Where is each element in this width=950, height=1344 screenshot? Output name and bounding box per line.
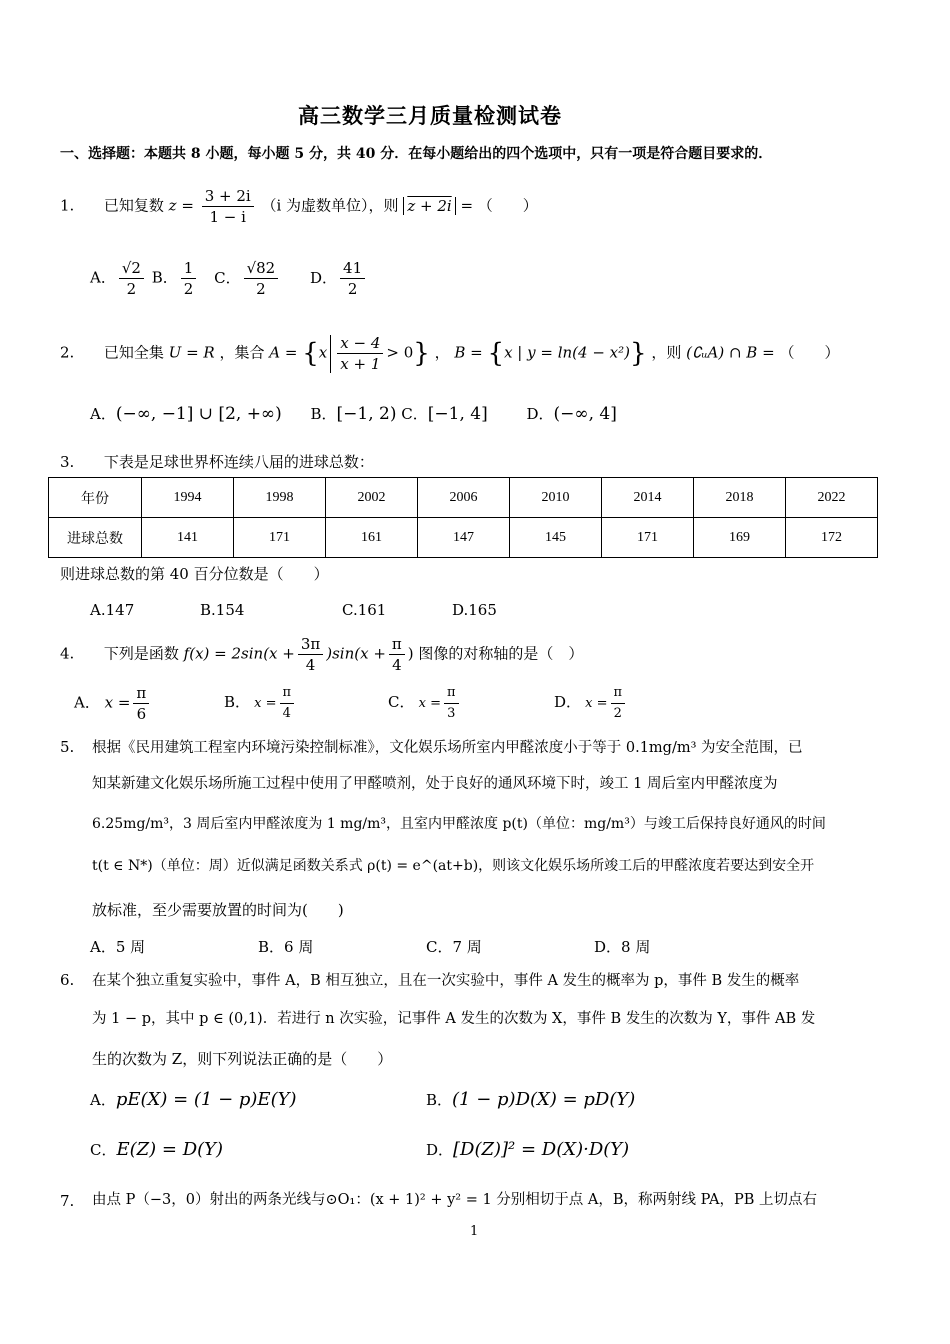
question-2-number: 2. bbox=[60, 343, 75, 362]
option-label: D． bbox=[554, 693, 582, 711]
question-4-option-d bbox=[554, 683, 628, 724]
question-3-option-d: D.165 bbox=[452, 601, 497, 619]
brace-left-b: { bbox=[487, 338, 505, 369]
fraction-den: 4 bbox=[282, 706, 291, 721]
table-cell: 2006 bbox=[418, 478, 510, 518]
table-cell: 161 bbox=[326, 518, 418, 558]
brace-right: } bbox=[413, 338, 430, 369]
question-4-pre: 下列是函数 bbox=[103, 644, 179, 663]
option-c-label: C． bbox=[214, 268, 241, 287]
question-6-number: 6. bbox=[60, 971, 75, 989]
option-a-label: A． bbox=[90, 405, 116, 423]
question-5-line-4: t(t ∈ N*)（单位：周）近似满足函数关系式 ρ(t) = e^(at+b)，则该文化娱乐场所竣工后的甲醛浓度若要达到安全开 bbox=[92, 858, 815, 874]
page-title: 高三数学三月质量检测试卷 bbox=[298, 103, 562, 128]
fraction-num: π bbox=[280, 683, 295, 704]
set-a-cond: > 0 bbox=[386, 343, 414, 362]
question-1-mid: （i 为虚数单位），则 bbox=[261, 196, 399, 215]
option-c-fraction bbox=[244, 258, 279, 299]
question-3-number: 3. bbox=[60, 453, 75, 471]
option-label: A． bbox=[74, 693, 100, 712]
fraction-den: 3 bbox=[447, 706, 456, 721]
function-fraction-1 bbox=[298, 634, 323, 675]
table-cell: 2018 bbox=[694, 478, 786, 518]
question-1-text: 已知复数 bbox=[103, 196, 164, 215]
question-6-line-3: 生的次数为 Z，则下列说法正确的是（ ） bbox=[92, 1050, 393, 1068]
question-6-line-2: 为 1 − p，其中 p ∈ (0,1)．若进行 n 次实验，记事件 A 发生的次数为 X，事件 B 发生的次数为 Y，事件 AB 发 bbox=[92, 1011, 816, 1027]
question-2-text4: ，则 bbox=[651, 343, 682, 362]
table-cell: 171 bbox=[602, 518, 694, 558]
table-cell: 141 bbox=[142, 518, 234, 558]
option-label: B． bbox=[426, 1091, 453, 1109]
option-b-num: 1 bbox=[181, 258, 197, 279]
option-fraction bbox=[444, 683, 459, 724]
question-5-option-b: B．6 周 bbox=[258, 938, 314, 956]
table-cell: 171 bbox=[234, 518, 326, 558]
fraction-num: π bbox=[389, 634, 405, 655]
option-d-text: (−∞, 4] bbox=[553, 404, 617, 424]
option-text: pE(X) = (1 − p)E(Y) bbox=[115, 1089, 297, 1110]
universal-set: U = R bbox=[168, 343, 215, 362]
question-3-text: 下表是足球世界杯连续八届的进球总数： bbox=[103, 453, 374, 471]
question-6-option-a bbox=[90, 1089, 297, 1110]
option-d-den: 2 bbox=[347, 280, 358, 298]
question-5-option-a: A．5 周 bbox=[90, 938, 146, 956]
question-4-option-c bbox=[388, 683, 462, 724]
question-2-options bbox=[90, 403, 617, 424]
question-2-text3: ， bbox=[434, 343, 450, 362]
page-number: 1 bbox=[470, 1224, 479, 1239]
table-header-year: 年份 bbox=[49, 478, 142, 518]
table-cell: 2010 bbox=[510, 478, 602, 518]
option-a-text: (−∞, −1] ∪ [2, +∞) bbox=[115, 404, 282, 424]
question-4-post: ) 图像的对称轴的是（ ） bbox=[407, 644, 584, 663]
question-7-line-1: 由点 P（−3，0）射出的两条光线与⊙O₁：(x + 1)² + y² = 1 分别相切于点 A，B，称两射线 PA，PB 上切点右 bbox=[92, 1192, 818, 1208]
table-row bbox=[49, 518, 878, 558]
question-4-option-b bbox=[224, 683, 297, 724]
option-fraction bbox=[280, 683, 295, 724]
set-a: A = bbox=[269, 343, 298, 362]
question-5-line-2: 知某新建文化娱乐场所施工过程中使用了甲醛喷剂，处于良好的通风环境下时，竣工 1 周后室内甲醛浓度为 bbox=[92, 776, 778, 792]
table-cell: 169 bbox=[694, 518, 786, 558]
table-row bbox=[49, 478, 878, 518]
fraction-den: 4 bbox=[392, 656, 402, 674]
question-4 bbox=[60, 634, 583, 675]
table-cell: 1994 bbox=[142, 478, 234, 518]
question-4-option-a bbox=[74, 683, 152, 724]
fraction-numerator: 3 + 2i bbox=[202, 186, 254, 207]
question-6-option-d bbox=[426, 1139, 629, 1160]
question-5-line-5: 放标准，至少需要放置的时间为( ) bbox=[92, 901, 344, 919]
question-5-line-1: 根据《民用建筑工程室内环境污染控制标准》，文化娱乐场所室内甲醛浓度小于等于 0.1mg/m³ 为安全范围，已 bbox=[92, 740, 803, 756]
fraction-denominator: 1 − i bbox=[209, 208, 246, 226]
option-b-fraction bbox=[181, 258, 197, 299]
set-bar bbox=[330, 335, 331, 373]
option-d-num: 41 bbox=[340, 258, 365, 279]
table-cell: 2002 bbox=[326, 478, 418, 518]
set-a-num: x − 4 bbox=[337, 333, 383, 354]
fraction-num: π bbox=[444, 683, 459, 704]
brace-left: { bbox=[302, 338, 319, 369]
set-a-den: x + 1 bbox=[340, 355, 381, 373]
fraction-z bbox=[202, 186, 254, 227]
var-z: z bbox=[168, 196, 177, 215]
option-label: C． bbox=[388, 693, 415, 711]
table-cell: 147 bbox=[418, 518, 510, 558]
set-b-expr: x | y = ln(4 − x²) bbox=[504, 343, 630, 362]
question-5-line-3: 6.25mg/m³，3 周后室内甲醛浓度为 1 mg/m³，且室内甲醛浓度 p(t)（单位：mg/m³）与竣工后保持良好通风的时间 bbox=[92, 816, 826, 832]
option-c-den: 2 bbox=[256, 280, 266, 298]
question-3-option-a: A.147 bbox=[90, 601, 135, 619]
abs-value bbox=[403, 197, 455, 215]
question-4-number: 4. bbox=[60, 644, 75, 663]
fraction-den: 6 bbox=[136, 705, 147, 723]
fraction-num: π bbox=[611, 683, 626, 704]
question-2-text1: 已知全集 bbox=[103, 343, 164, 362]
option-b-label: B． bbox=[310, 405, 337, 423]
set-b: B = bbox=[454, 343, 483, 362]
option-label: B． bbox=[224, 693, 251, 711]
table-cell: 2022 bbox=[786, 478, 878, 518]
section-heading: 一、选择题：本题共 8 小题，每小题 5 分，共 40 分．在每小题给出的四个选项中，只有一项是符合题目要求的． bbox=[60, 146, 773, 162]
option-fraction bbox=[611, 683, 626, 724]
brace-right-b: } bbox=[630, 338, 647, 369]
function-mid: )sin(x + bbox=[326, 644, 386, 663]
option-text: E(Z) = D(Y) bbox=[116, 1139, 224, 1160]
goals-table bbox=[48, 477, 878, 558]
option-d-fraction bbox=[340, 258, 365, 299]
question-6-line-1: 在某个独立重复实验中，事件 A，B 相互独立，且在一次实验中，事件 A 发生的概率为 p，事件 B 发生的概率 bbox=[92, 973, 800, 989]
table-cell: 145 bbox=[510, 518, 602, 558]
option-var: x = bbox=[254, 696, 277, 711]
function-expression: f(x) = 2sin(x + bbox=[183, 644, 295, 663]
question-3-option-c: C.161 bbox=[342, 601, 387, 619]
table-cell: 1998 bbox=[234, 478, 326, 518]
set-var: x bbox=[318, 343, 328, 362]
option-label: C． bbox=[90, 1141, 117, 1159]
option-d-label: D． bbox=[310, 268, 338, 287]
question-1-post: = （ ） bbox=[460, 196, 538, 215]
option-a-fraction bbox=[119, 258, 144, 299]
equals-sign: = bbox=[176, 196, 199, 215]
option-var: x = bbox=[418, 696, 441, 711]
question-1 bbox=[60, 186, 538, 227]
option-c-num: √82 bbox=[244, 258, 279, 279]
question-5-option-d: D．8 周 bbox=[594, 938, 651, 956]
option-var: x = bbox=[104, 693, 131, 712]
fraction-num: π bbox=[133, 683, 149, 704]
function-fraction-2 bbox=[389, 634, 405, 675]
option-text: [D(Z)]² = D(X)·D(Y) bbox=[453, 1139, 630, 1160]
question-7-number: 7. bbox=[60, 1192, 75, 1210]
option-c-text: [−1, 4] bbox=[427, 404, 488, 424]
option-label: D． bbox=[426, 1141, 454, 1159]
question-1-options bbox=[90, 258, 368, 299]
fraction-den: 2 bbox=[613, 706, 622, 721]
question-3 bbox=[60, 451, 374, 472]
option-a-num: √2 bbox=[119, 258, 144, 279]
option-d-label: D． bbox=[526, 405, 554, 423]
question-5-number: 5. bbox=[60, 738, 75, 756]
option-label: A． bbox=[90, 1091, 116, 1109]
question-1-number: 1. bbox=[60, 196, 75, 215]
question-3-prompt: 则进球总数的第 40 百分位数是（ ） bbox=[60, 565, 329, 583]
abs-expression: z + 2i bbox=[407, 196, 452, 215]
option-b-label: B． bbox=[151, 268, 178, 287]
table-cell: 2014 bbox=[602, 478, 694, 518]
set-expression: (∁ᵤA) ∩ B bbox=[686, 343, 758, 362]
question-6-option-b bbox=[426, 1089, 635, 1110]
option-a-label: A． bbox=[90, 268, 116, 287]
question-2-post: = （ ） bbox=[762, 343, 840, 362]
fraction-den: 4 bbox=[305, 656, 316, 674]
option-text: (1 − p)D(X) = pD(Y) bbox=[452, 1089, 636, 1110]
option-c-label: C． bbox=[401, 405, 428, 423]
table-cell: 172 bbox=[786, 518, 878, 558]
question-2-text2: ，集合 bbox=[219, 343, 265, 362]
question-2 bbox=[60, 333, 839, 374]
fraction-num: 3π bbox=[298, 634, 323, 655]
option-a-den: 2 bbox=[126, 280, 137, 298]
option-fraction bbox=[133, 683, 149, 724]
option-b-text: [−1, 2) bbox=[336, 404, 397, 424]
question-6-option-c bbox=[90, 1139, 223, 1160]
question-5-option-c: C．7 周 bbox=[426, 938, 482, 956]
option-b-den: 2 bbox=[183, 280, 194, 298]
option-var: x = bbox=[585, 696, 608, 711]
table-header-goals: 进球总数 bbox=[49, 518, 142, 558]
set-a-fraction bbox=[337, 333, 383, 374]
question-3-option-b: B.154 bbox=[200, 601, 245, 619]
